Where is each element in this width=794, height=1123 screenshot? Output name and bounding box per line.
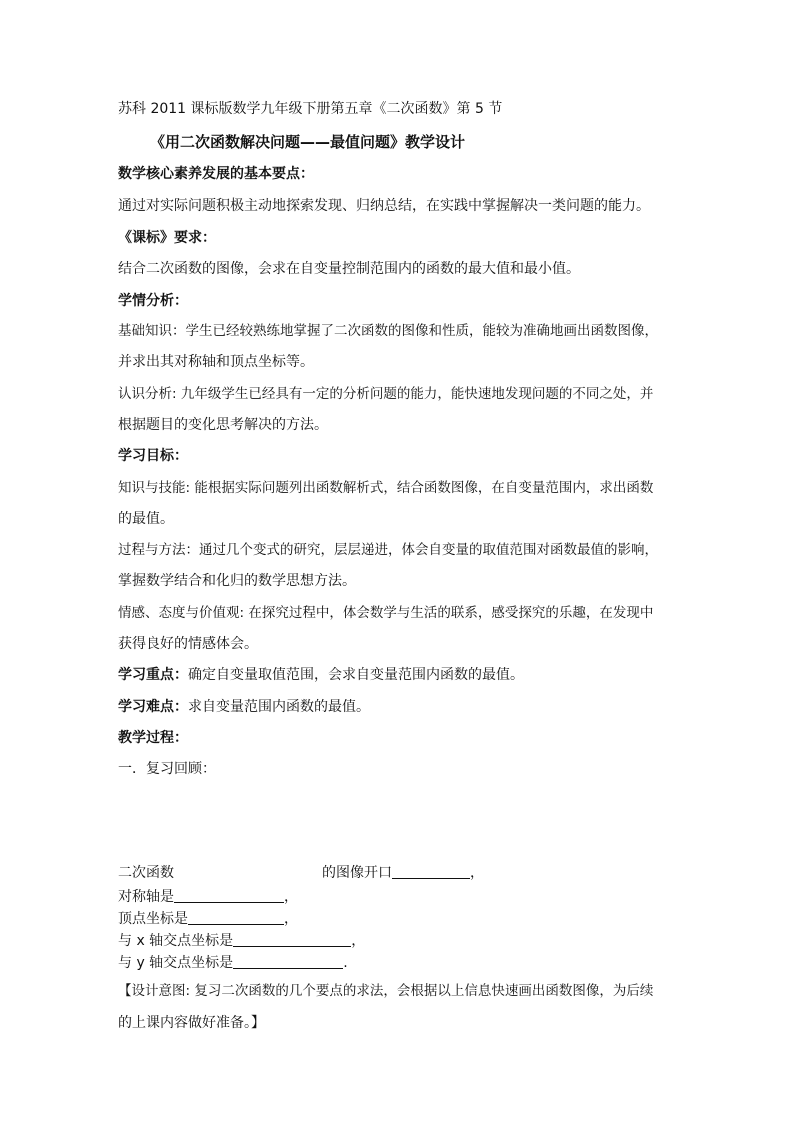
goals-process-line1: 过程与方法：通过几个变式的研究，层层递进，体会自变量的取值范围对函数最值的影响， bbox=[118, 542, 658, 558]
design-note-line2: 的上课内容做好准备。】 bbox=[118, 1015, 265, 1031]
exercise-q2-label: 对称轴是 bbox=[118, 889, 174, 905]
exercise-q1-end: ， bbox=[470, 865, 484, 881]
key-point-text: 确定自变量取值范围，会求自变量范围内函数的最值。 bbox=[188, 667, 524, 683]
exercise-q3-label: 顶点坐标是 bbox=[118, 911, 188, 927]
exercise-q4-end: ， bbox=[351, 933, 366, 949]
exercise-q1 bbox=[118, 864, 484, 882]
analysis-basic-line2: 并求出其对称轴和顶点坐标等。 bbox=[118, 354, 314, 370]
exercise-q5-label: 与 y 轴交点坐标是 bbox=[118, 955, 234, 971]
key-point bbox=[118, 666, 524, 684]
doc-subtitle: 苏科 2011 课标版数学九年级下册第五章《二次函数》第 5 节 bbox=[118, 101, 503, 117]
exercise-q4 bbox=[118, 932, 365, 950]
goals-knowledge-line1: 知识与技能: 能根据实际问题列出函数解析式，结合函数图像，在自变量范围内，求出函数 bbox=[118, 480, 654, 496]
answer-blank-axis[interactable] bbox=[174, 888, 284, 903]
doc-title: 《用二次函数解决问题——最值问题》教学设计 bbox=[150, 133, 466, 151]
answer-blank-opening[interactable] bbox=[392, 864, 470, 879]
exercise-q3-end: ， bbox=[284, 911, 298, 927]
goals-process-line2: 掌握数学结合和化归的数学思想方法。 bbox=[118, 573, 356, 589]
exercise-q3 bbox=[118, 910, 298, 928]
analysis-cognitive-line2: 根据题目的变化思考解决的方法。 bbox=[118, 417, 328, 433]
core-heading: 数学核心素养发展的基本要点： bbox=[118, 166, 314, 182]
process-heading: 教学过程： bbox=[118, 730, 188, 746]
difficult-point-text: 求自变量范围内函数的最值。 bbox=[188, 699, 370, 715]
answer-blank-x-intercept[interactable] bbox=[233, 932, 351, 947]
difficult-point bbox=[118, 698, 370, 716]
difficult-point-label: 学习难点： bbox=[118, 699, 188, 715]
goals-knowledge-line2: 的最值。 bbox=[118, 511, 174, 527]
analysis-basic-line1: 基础知识：学生已经较熟练地掌握了二次函数的图像和性质，能较为准确地画出函数图像， bbox=[118, 323, 658, 339]
design-note-line1: 【设计意图: 复习二次函数的几个要点的求法，会根据以上信息快速画出函数图像，为后续 bbox=[118, 983, 654, 999]
core-text: 通过对实际问题积极主动地探索发现、归纳总结，在实践中掌握解决一类问题的能力。 bbox=[118, 198, 650, 214]
exercise-q4-label: 与 x 轴交点坐标是 bbox=[118, 933, 234, 949]
exercise-q1-label-2: 的图像开口 bbox=[322, 865, 392, 881]
exercise-q5-end: . bbox=[343, 955, 348, 971]
standard-text: 结合二次函数的图像，会求在自变量控制范围内的函数的最大值和最小值。 bbox=[118, 261, 580, 277]
key-point-label: 学习重点： bbox=[118, 667, 188, 683]
goals-heading: 学习目标： bbox=[118, 448, 188, 464]
exercise-q2 bbox=[118, 888, 298, 906]
analysis-cognitive-line1: 认识分析: 九年级学生已经具有一定的分析问题的能力，能快速地发现问题的不同之处，并 bbox=[118, 386, 654, 402]
answer-blank-y-intercept[interactable] bbox=[233, 954, 343, 969]
exercise-q2-end: ， bbox=[284, 889, 298, 905]
analysis-heading: 学情分析： bbox=[118, 293, 188, 309]
answer-blank-vertex[interactable] bbox=[188, 910, 284, 925]
review-heading: 一．复习回顾： bbox=[118, 761, 216, 777]
exercise-q5 bbox=[118, 954, 348, 972]
goals-emotion-line2: 获得良好的情感体会。 bbox=[118, 636, 258, 652]
exercise-q1-label: 二次函数 bbox=[118, 865, 174, 881]
standard-heading: 《课标》要求： bbox=[118, 230, 216, 246]
goals-emotion-line1: 情感、态度与价值观: 在探究过程中，体会数学与生活的联系，感受探究的乐趣，在发现中 bbox=[118, 605, 654, 621]
